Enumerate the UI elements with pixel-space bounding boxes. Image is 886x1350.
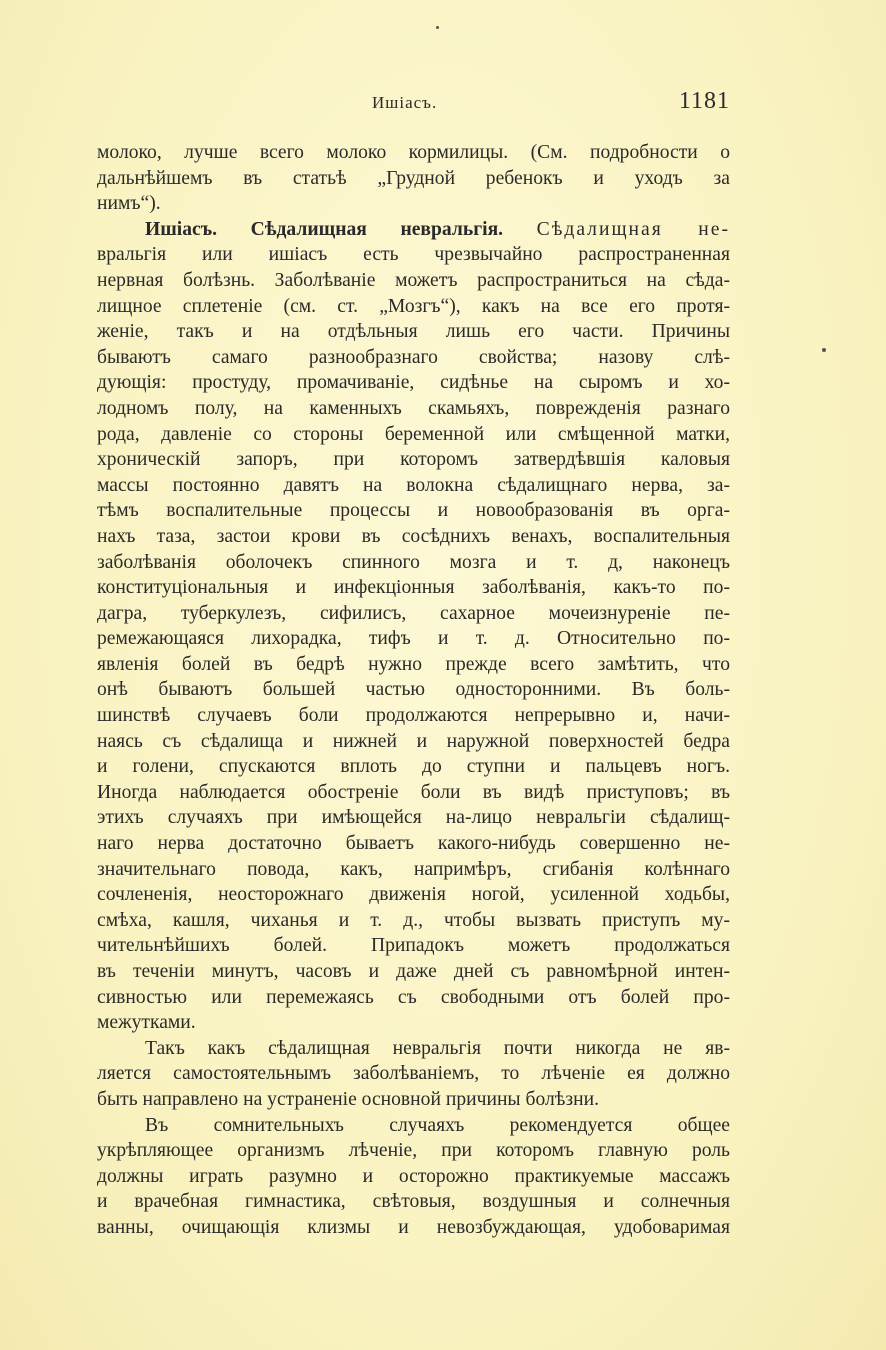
page-number: 1181 (678, 88, 730, 114)
running-title: Ишіасъ. (372, 93, 438, 112)
text-line: наясь съ сѣдалища и нижней и наружной поверхностей бедра (97, 730, 730, 752)
paragraph-continuation (97, 140, 730, 217)
text-line: лодномъ полу, на каменныхъ скамьяхъ, поврежденія разнаго (97, 397, 730, 419)
text-line (97, 217, 730, 243)
text-line: укрѣпляющее организмъ лѣченіе, при которомъ главную роль (97, 1140, 730, 1162)
text-line: лищное сплетеніе (см. ст. „Мозгъ“), какъ на все его протя- (97, 295, 730, 317)
paragraph-doubtful-cases (97, 1113, 730, 1241)
text-line: тѣмъ воспалительные процессы и новообразованія въ орга- (97, 500, 730, 522)
text-line: должны играть разумно и осторожно практикуемые массажъ (97, 1165, 730, 1187)
text-line: сочлененія, неосторожнаго движенія ногой, усиленной ходьбы, (97, 884, 730, 906)
ink-speck (436, 26, 439, 29)
article-text (97, 140, 730, 1241)
text-line: ванны, очищающія клизмы и невозбуждающая, удобоваримая (97, 1216, 730, 1238)
text-line: смѣха, кашля, чиханья и т. д., чтобы вызвать приступъ му- (97, 909, 730, 931)
page-header (97, 88, 730, 128)
paragraph-treatment (97, 1036, 730, 1113)
text-line: рода, давленіе со стороны беременной или смѣщенной матки, (97, 423, 730, 445)
text-line: Въ сомнительныхъ случаяхъ рекомендуется общее (145, 1114, 730, 1136)
text-line: массы постоянно давятъ на волокна сѣдалищнаго нерва, за- (97, 474, 730, 496)
text-line: въ теченіи минутъ, часовъ и даже дней съ равномѣрной интен- (97, 961, 730, 982)
text-line: молоко, лучше всего молоко кормилицы. (См. подробности о (97, 142, 730, 163)
text-line: сивностью или перемежаясь съ свободными отъ болей про- (97, 986, 730, 1008)
text-line: наго нерва достаточно бываетъ какого-нибудь совершенно не- (97, 833, 730, 855)
text-fragment: Сѣдалищная не- (536, 218, 730, 240)
text-line: ляется самостоятельнымъ заболѣваніемъ, то лѣченіе ея должно (97, 1063, 730, 1085)
book-page (97, 88, 730, 1241)
ink-speck (822, 348, 826, 352)
text-line: и врачебная гимнастика, свѣтовыя, воздушныя и солнечныя (97, 1191, 730, 1213)
text-line: бываютъ самаго разнообразнаго свойства; назову слѣ- (97, 346, 730, 368)
text-line: быть направлено на устраненіе основной причины болѣзни. (97, 1088, 600, 1110)
text-line: конституціональныя и инфекціонныя заболѣванія, какъ-то по- (97, 577, 730, 599)
paragraph-ishias (97, 217, 730, 1036)
text-line: вральгія или ишіасъ есть чрезвычайно распространенная (97, 244, 730, 266)
text-line: ремежающаяся лихорадка, тифъ и т. д. Относительно по- (97, 628, 730, 650)
text-line: значительнаго повода, какъ, напримѣръ, сгибанія колѣннаго (97, 858, 730, 880)
text-line: заболѣванія оболочекъ спинного мозга и т. д, наконецъ (97, 551, 730, 573)
text-line: женіе, такъ и на отдѣльныя лишь его части. Причины (97, 321, 730, 343)
text-line: дующія: простуду, промачиваніе, сидѣнье на сыромъ и хо- (97, 372, 730, 394)
section-heading: Ишіасъ. Сѣдалищная невральгія. (145, 218, 504, 240)
text-line: чительнѣйшихъ болей. Припадокъ можетъ продолжаться (97, 935, 730, 957)
text-line: Такъ какъ сѣдалищная невральгія почти никогда не яв- (145, 1037, 730, 1059)
text-line: нимъ“). (97, 193, 161, 215)
text-line: и голени, спускаются вплоть до ступни и пальцевъ ногъ. (97, 756, 730, 778)
text-line: явленія болей въ бедрѣ нужно прежде всего замѣтить, что (97, 653, 730, 675)
text-line: нахъ таза, застои крови въ сосѣднихъ венахъ, воспалительныя (97, 525, 730, 547)
text-line: этихъ случаяхъ при имѣющейся на-лицо невральгіи сѣдалищ- (97, 807, 730, 829)
text-line: Иногда наблюдается обостреніе боли въ видѣ приступовъ; въ (97, 781, 730, 803)
text-line: межутками. (97, 1012, 196, 1034)
text-line: нервная болѣзнь. Заболѣваніе можетъ распространиться на сѣда- (97, 269, 730, 291)
text-line: дагра, туберкулезъ, сифилисъ, сахарное мочеизнуреніе пе- (97, 602, 730, 624)
text-line: дальнѣйшемъ въ статьѣ „Грудной ребенокъ и уходъ за (97, 167, 730, 189)
text-line: шинствѣ случаевъ боли продолжаются непрерывно и, начи- (97, 705, 730, 727)
text-line: хроническій запоръ, при которомъ затвердѣвшія каловыя (97, 449, 730, 471)
text-line: онѣ бываютъ большей частью односторонними. Въ боль- (97, 679, 730, 701)
